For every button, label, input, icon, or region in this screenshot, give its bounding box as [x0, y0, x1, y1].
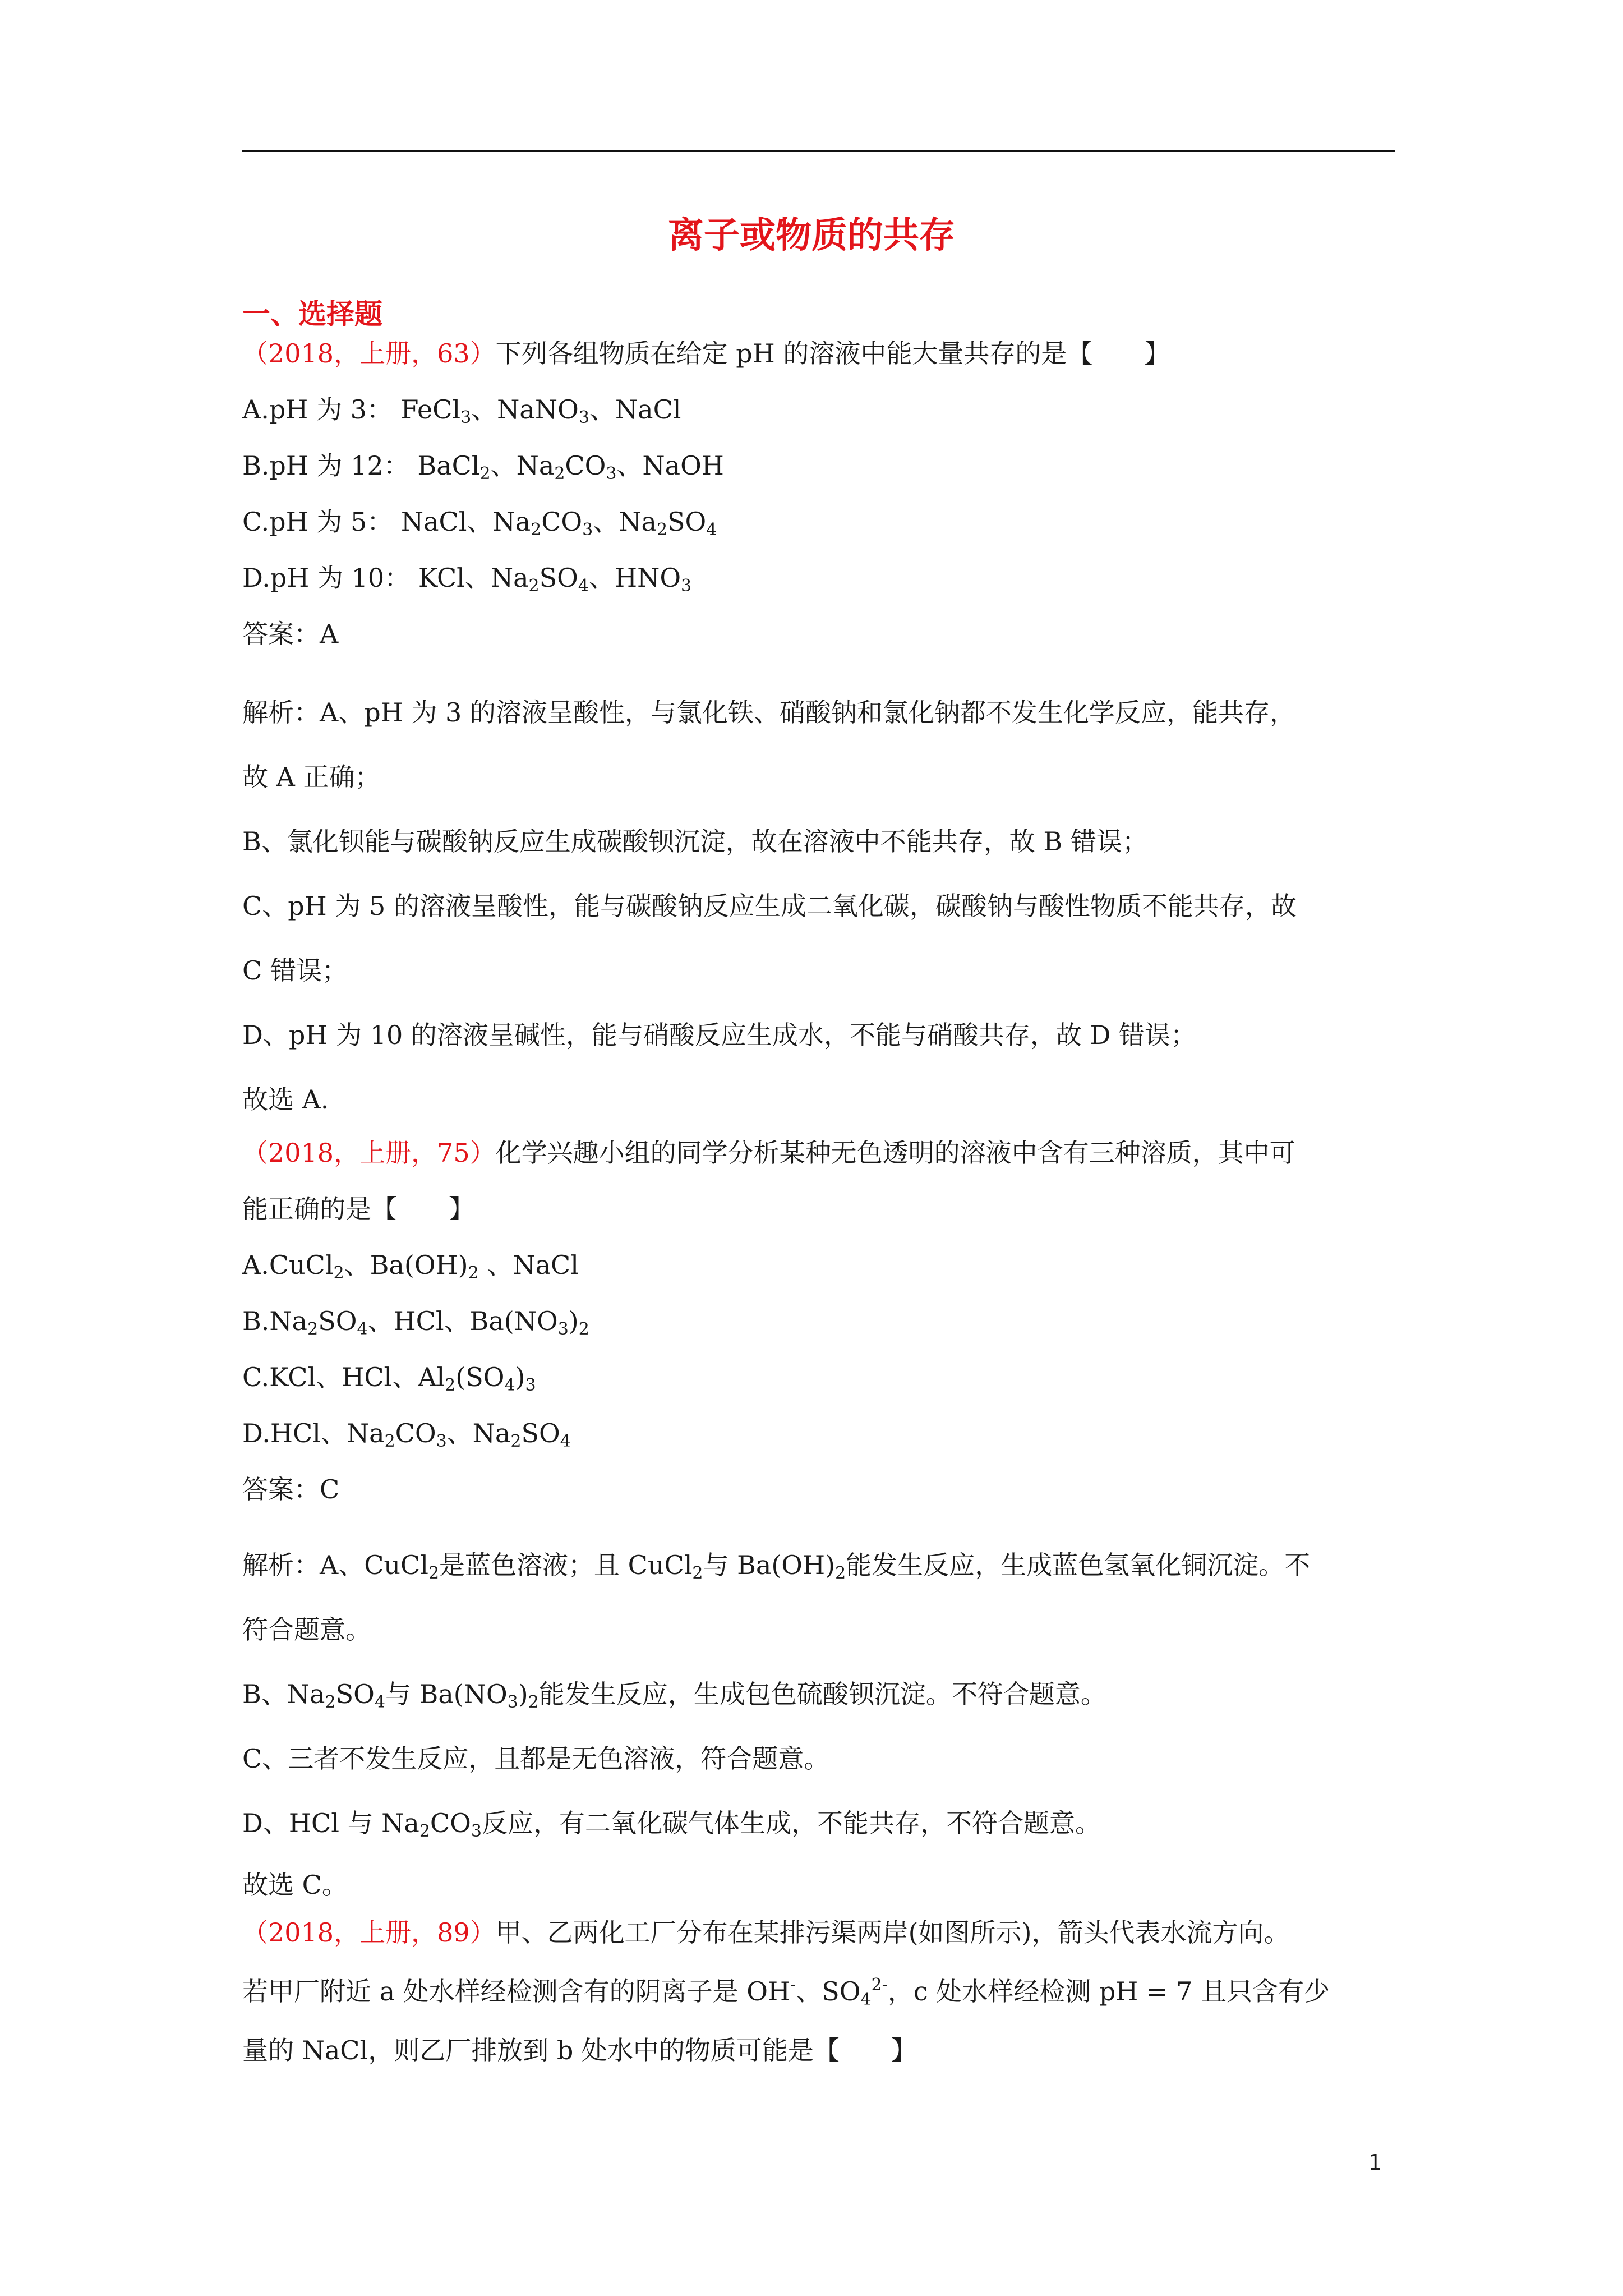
- q3-source: （2018，上册，89）: [242, 1917, 496, 1948]
- q2-explanation-line: C、三者不发生反应，且都是无色溶液，符合题意。: [242, 1743, 830, 1774]
- q3-stem-cont: 量的 NaCl，则乙厂排放到 b 处水中的物质可能是【 】: [242, 2035, 917, 2065]
- q2-option-b: $B.Na_2SO_4$、HCl、$Ba(NO_3)_2$: [242, 1306, 589, 1339]
- q2-explanation-line: 解析：A、CuCl$_2$是蓝色溶液；且 CuCl$_2$与 $Ba(OH)_2$能发生反应，生成蓝色氢氧化铜沉淀。不: [242, 1550, 1311, 1583]
- q2-source: （2018，上册，75）: [242, 1138, 496, 1168]
- q2-stem-cont: 能正确的是【 】: [242, 1194, 474, 1224]
- q1-option-d: D.pH 为 10： KCl、$Na_2SO_4$、$HNO_3$: [242, 563, 692, 596]
- q2-stem: （2018，上册，75）化学兴趣小组的同学分析某种无色透明的溶液中含有三种溶质，其中可: [242, 1138, 1295, 1168]
- q1-source: （2018，上册，63）: [242, 338, 496, 369]
- q1-answer: 答案：A: [242, 619, 339, 649]
- q2-explanation-line: B、$Na_2SO_4$与 $Ba(NO_3)_2$能发生反应，生成包色硫酸钡沉淀。不符合题意。: [242, 1679, 1106, 1712]
- q2-option-d: D.HCl、$Na_2CO_3$、$Na_2SO_4$: [242, 1418, 571, 1451]
- q3-stem-cont: 若甲厂附近 a 处水样经检测含有的阴离子是 OH-、$SO_4^{2-}$，c 处水样经检测 pH = 7 且只含有少: [242, 1975, 1330, 2009]
- q1-explanation-line: C、pH 为 5 的溶液呈酸性，能与碳酸钠反应生成二氧化碳，碳酸钠与酸性物质不能共存，故: [242, 891, 1297, 921]
- q1-option-a: A.pH 为 3： FeCl$_3$、NaNO$_3$、NaCl: [242, 394, 681, 427]
- page-number: 1: [1368, 2150, 1382, 2175]
- q1-explanation-line: 故 A 正确；: [242, 762, 381, 792]
- q1-explanation-line: 解析：A、pH 为 3 的溶液呈酸性，与氯化铁、硝酸钠和氯化钠都不发生化学反应，能共存，: [242, 697, 1295, 728]
- q2-answer: 答案：C: [242, 1474, 340, 1504]
- q1-explanation-line: C 错误；: [242, 955, 348, 986]
- q2-final: 故选 C。: [242, 1870, 348, 1900]
- q1-final: 故选 A.: [242, 1084, 329, 1115]
- q2-explanation-line: D、HCl 与 $Na_2CO_3$反应，有二氧化碳气体生成，不能共存，不符合题意。: [242, 1808, 1101, 1841]
- q3-stem: （2018，上册，89）甲、乙两化工厂分布在某排污渠两岸(如图所示)，箭头代表水流方向。: [242, 1917, 1290, 1948]
- section-heading: 一、选择题: [242, 298, 382, 330]
- q1-option-b: B.pH 为 12： BaCl$_2$、$Na_2CO_3$、NaOH: [242, 450, 724, 484]
- header-rule: [242, 150, 1395, 152]
- q2-option-a: A.CuCl$_2$、$Ba(OH)_2$ 、NaCl: [242, 1250, 579, 1283]
- q2-explanation-line: 符合题意。: [242, 1614, 371, 1645]
- page-title: 离子或物质的共存: [668, 215, 955, 256]
- q1-explanation-line: D、pH 为 10 的溶液呈碱性，能与硝酸反应生成水，不能与硝酸共存，故 D 错误；: [242, 1020, 1196, 1050]
- q1-option-c: C.pH 为 5： NaCl、$Na_2CO_3$、$Na_2SO_4$: [242, 507, 717, 540]
- q1-stem: （2018，上册，63）下列各组物质在给定 pH 的溶液中能大量共存的是【 】: [242, 338, 1170, 369]
- q2-option-c: C.KCl、HCl、$Al_2(SO_4)_3$: [242, 1362, 536, 1395]
- q1-explanation-line: B、氯化钡能与碳酸钠反应生成碳酸钡沉淀，故在溶液中不能共存，故 B 错误；: [242, 826, 1148, 857]
